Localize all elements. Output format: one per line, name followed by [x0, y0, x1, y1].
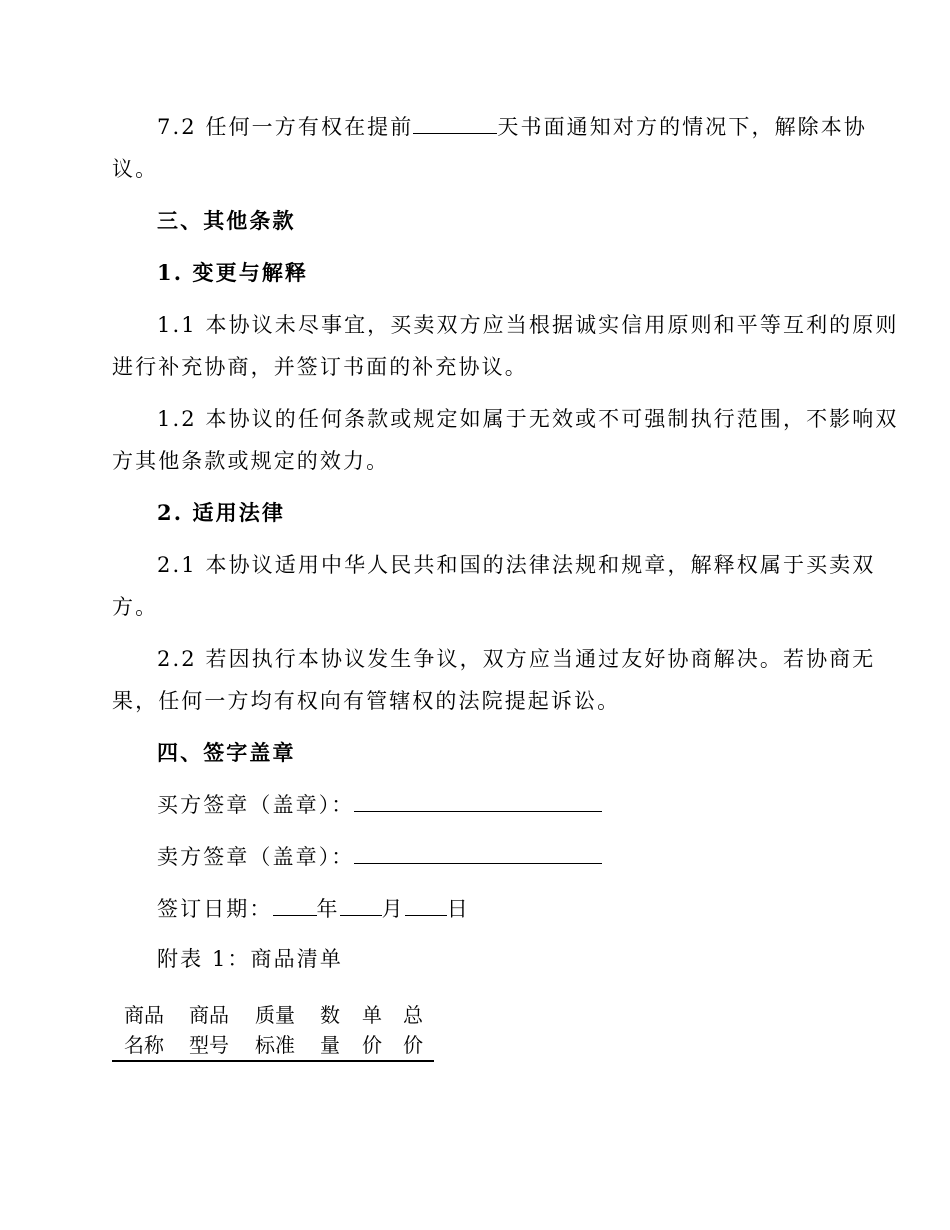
buyer-sign-label: 买方签章（盖章）： [157, 793, 355, 817]
clause-7-2-line2: 议。 [112, 157, 159, 181]
seller-sign-label: 卖方签章（盖章）： [157, 845, 355, 869]
goods-table [112, 1000, 434, 1062]
buyer-sign-row [157, 791, 602, 819]
sign-day-unit: 日 [446, 897, 470, 921]
clause-7-2-line1 [157, 113, 867, 141]
sign-year-unit: 年 [316, 897, 340, 921]
col-header-total-price: 总 价 [392, 1000, 434, 1061]
sign-month-unit: 月 [381, 897, 405, 921]
col-header-quantity: 数 量 [308, 1000, 352, 1061]
clause-1-1-line2: 进行补充协商，并签订书面的补充协议。 [112, 355, 528, 379]
clause-1-2-line1: 1.2 本协议的任何条款或规定如属于无效或不可强制执行范围，不影响双 [157, 407, 899, 431]
section-3-heading: 三、其他条款 [157, 208, 296, 233]
clause-7-2-text-after: 天书面通知对方的情况下，解除本协 [497, 115, 867, 139]
clause-2-2-line1: 2.2 若因执行本协议发生争议，双方应当通过友好协商解决。若协商无 [157, 647, 876, 671]
sign-month-blank [340, 895, 382, 916]
notice-days-blank [413, 113, 497, 134]
sign-date-label: 签订日期： [157, 897, 273, 921]
clause-2-1-line2: 方。 [112, 595, 159, 619]
seller-sign-blank [354, 843, 602, 864]
col-header-quality-standard: 质量 标准 [242, 1000, 308, 1061]
clause-7-2-text-before: 7.2 任何一方有权在提前 [157, 115, 414, 139]
clause-2-1-line1: 2.1 本协议适用中华人民共和国的法律法规和规章，解释权属于买卖双 [157, 553, 876, 577]
col-header-goods-name: 商品 名称 [112, 1000, 176, 1061]
seller-sign-row [157, 843, 602, 871]
sub-2-heading: 2. 适用法律 [157, 500, 285, 525]
sub-1-heading: 1. 变更与解释 [157, 260, 309, 285]
sign-date-row [157, 895, 470, 923]
clause-2-2-line2: 果，任何一方均有权向有管辖权的法院提起诉讼。 [112, 689, 621, 713]
section-4-heading: 四、签字盖章 [157, 740, 296, 765]
clause-1-2-line2: 方其他条款或规定的效力。 [112, 449, 390, 473]
appendix-title: 附表 1：商品清单 [157, 947, 343, 971]
sign-year-blank [273, 895, 317, 916]
col-header-goods-model: 商品 型号 [176, 1000, 242, 1061]
goods-table-header-row [112, 1000, 434, 1061]
buyer-sign-blank [354, 791, 602, 812]
col-header-unit-price: 单 价 [352, 1000, 392, 1061]
clause-1-1-line1: 1.1 本协议未尽事宜，买卖双方应当根据诚实信用原则和平等互利的原则 [157, 313, 899, 337]
sign-day-blank [405, 895, 447, 916]
